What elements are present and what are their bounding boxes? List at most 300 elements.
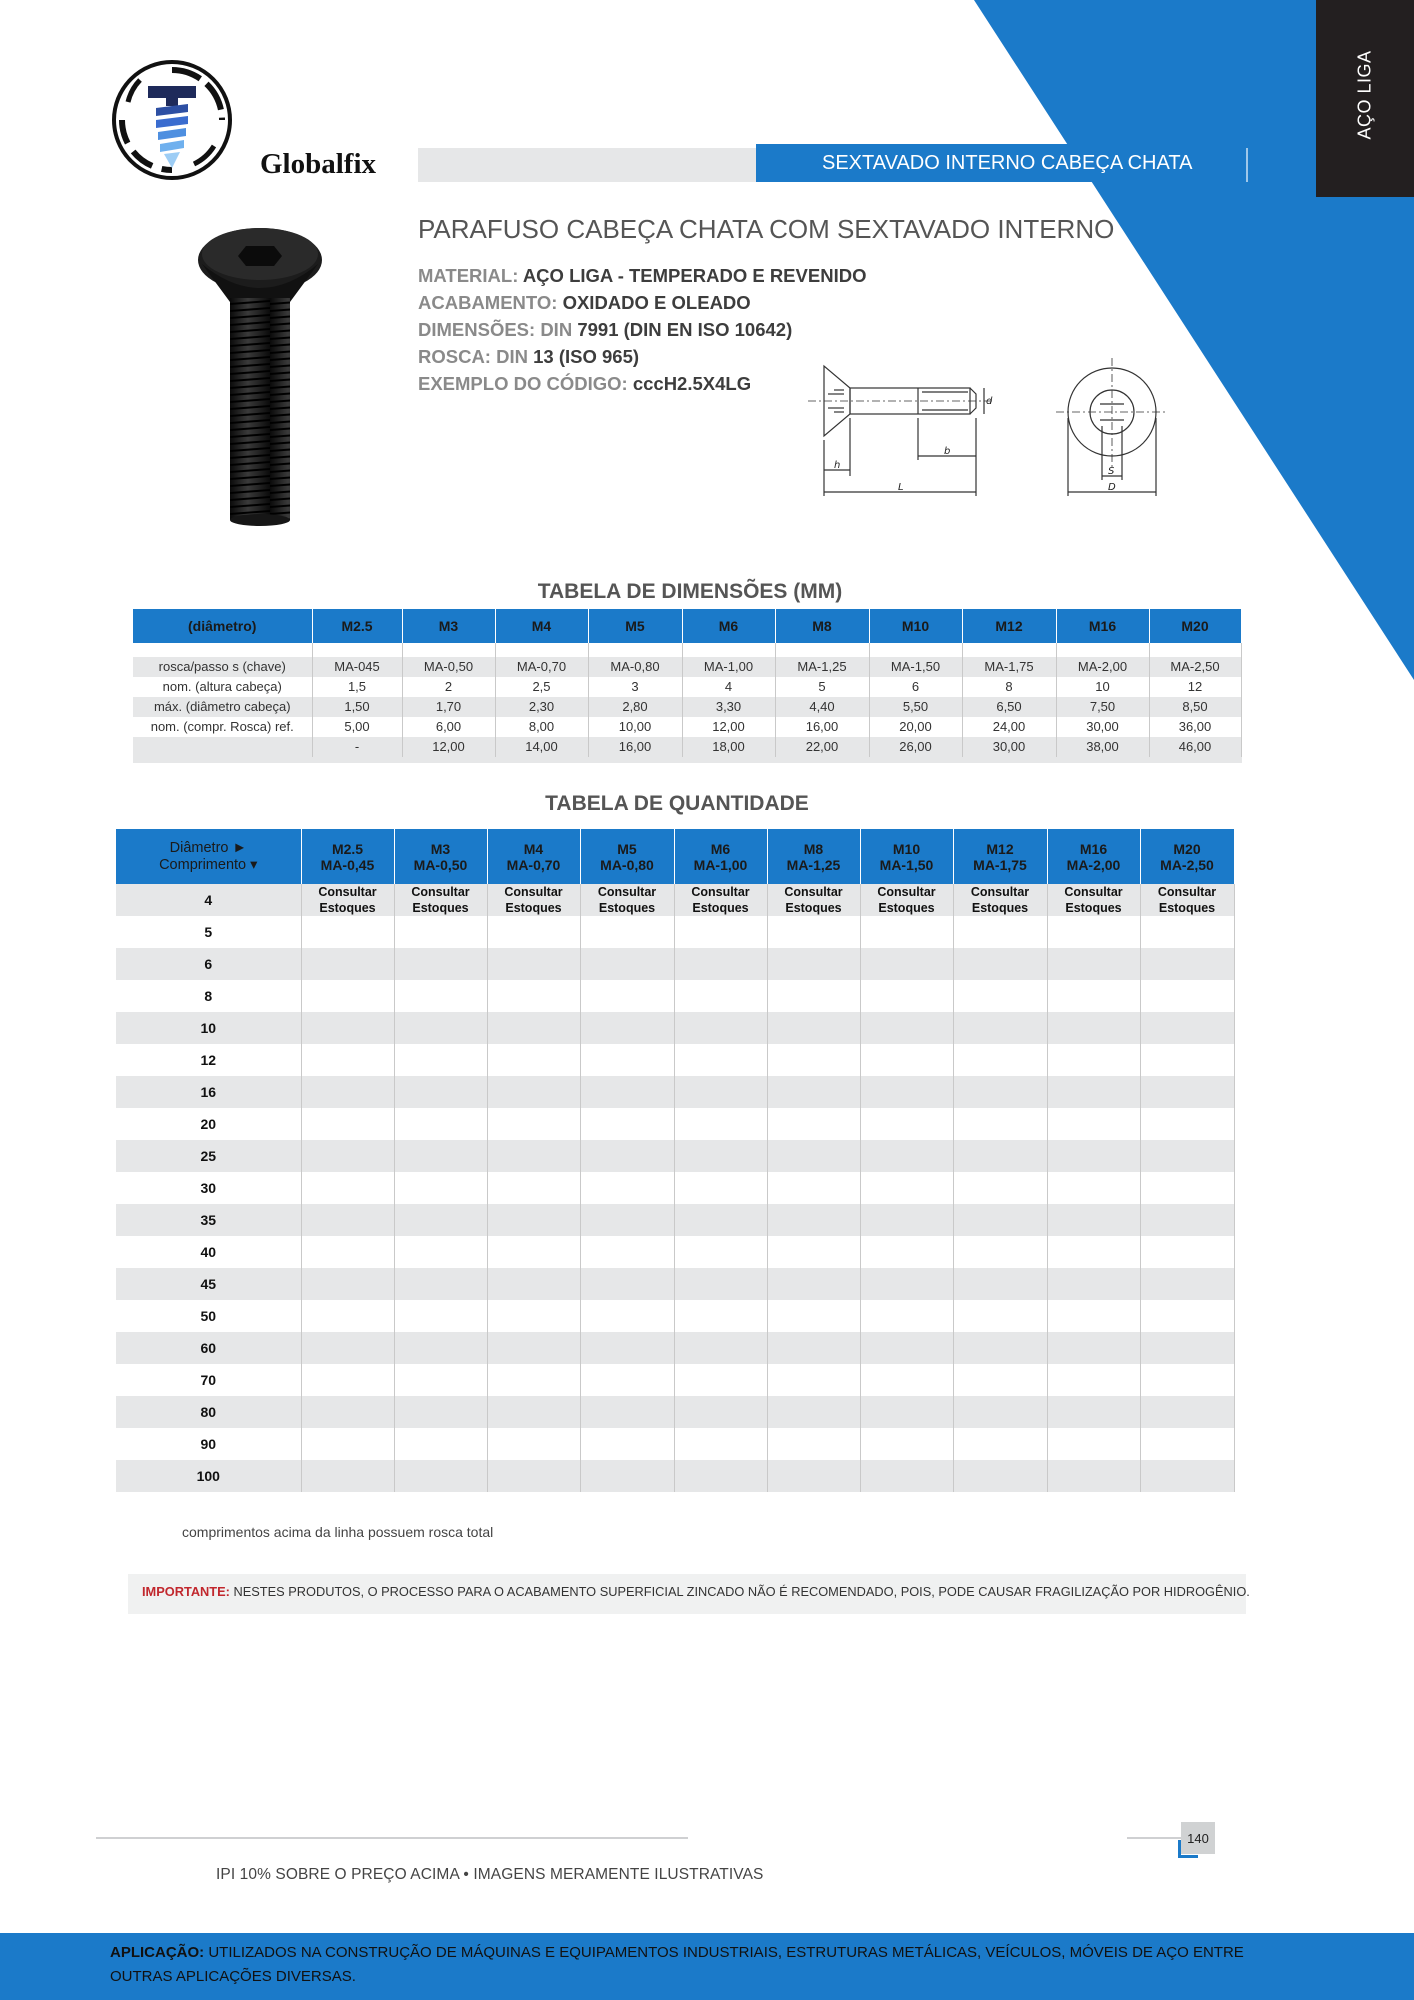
quantity-cell [487,1204,580,1236]
quantity-cell [953,1044,1047,1076]
length-label: 70 [116,1364,301,1396]
quantity-cell [487,1108,580,1140]
dim-cell: MA-2,00 [1056,657,1149,677]
quantity-cell [394,1300,487,1332]
quantity-cell [394,1044,487,1076]
dim-cell: 7,50 [1056,697,1149,717]
quantity-cell [580,1396,674,1428]
dim-cell: 6,00 [402,717,495,737]
column-pitch: MA-0,70 [506,856,561,873]
dim-cell: 6,50 [962,697,1056,717]
spacer-cell [869,643,962,657]
quantity-cell [767,948,860,980]
column-size: M12 [986,840,1014,857]
column-pitch: MA-2,00 [1066,856,1121,873]
spacer-cell [775,643,869,657]
quantity-column-header [1140,829,1234,884]
dim-cell: 8,50 [1149,697,1241,717]
dim-cell: MA-1,25 [775,657,869,677]
stock-cell [767,884,860,916]
quantity-cell [487,1140,580,1172]
dim-header-cell: M12 [962,609,1056,643]
dim-cell: MA-2,50 [1149,657,1241,677]
length-label: 30 [116,1172,301,1204]
spacer-cell [1149,643,1241,657]
stock-cell [953,884,1047,916]
quantity-row [116,1300,1234,1332]
dim-cell: 5 [775,677,869,697]
full-thread-note: comprimentos acima da linha possuem rosca total [182,1524,494,1540]
quantity-row [116,1140,1234,1172]
dim-cell: 4,40 [775,697,869,717]
dimensions-row [133,697,1241,717]
quantity-cell [394,1204,487,1236]
length-label: 60 [116,1332,301,1364]
dim-cell: 1,5 [312,677,402,697]
quantity-cell [674,1236,767,1268]
quantity-cell [580,1044,674,1076]
quantity-header-row [116,829,1234,884]
length-label: 4 [116,884,301,916]
quantity-cell [767,1236,860,1268]
drawing-label-D: D [1108,482,1116,493]
dim-cell: 3,30 [682,697,775,717]
quantity-cell [580,1204,674,1236]
application-bar [0,1933,1414,2000]
quantity-cell [301,948,394,980]
column-pitch: MA-0,80 [600,856,654,873]
quantity-cell [580,1364,674,1396]
column-size: M16 [1079,840,1108,857]
length-label: 35 [116,1204,301,1236]
quantity-cell [1140,1460,1234,1492]
quantity-table-body [116,884,1234,1492]
quantity-row [116,1396,1234,1428]
quantity-cell [580,948,674,980]
dim-cell: 2,30 [495,697,588,717]
quantity-row [116,1076,1234,1108]
quantity-cell [674,1108,767,1140]
quantity-cell [1140,1364,1234,1396]
quantity-cell [580,1236,674,1268]
dim-row-label: nom. (altura cabeça) [133,677,312,697]
spacer-cell [962,643,1056,657]
quantity-cell [953,948,1047,980]
dim-row-label: nom. (compr. Rosca) ref. [133,717,312,737]
dim-cell: 4 [682,677,775,697]
quantity-cell [580,1428,674,1460]
column-pitch: MA-2,50 [1160,856,1214,873]
stock-line-2: Estoques [692,901,749,915]
dim-cell: 10 [1056,677,1149,697]
technical-drawing [806,356,1172,508]
screw-photo [190,222,330,527]
dimensions-row [133,657,1241,677]
quantity-row [116,1364,1234,1396]
quantity-cell [953,1332,1047,1364]
quantity-cell [860,1236,953,1268]
important-text: NESTES PRODUTOS, O PROCESSO PARA O ACABAMENTO SUPERFICIAL ZINCADO NÃO É RECOMENDADO, POIS, PODE CAUSAR FRAGILIZAÇÃO POR HIDROGÊNIO. [229,1584,1250,1599]
dim-row-label: rosca/passo s (chave) [133,657,312,677]
quantity-cell [953,980,1047,1012]
quantity-cell [860,1332,953,1364]
quantity-cell [953,1268,1047,1300]
length-label: 90 [116,1428,301,1460]
column-pitch: MA-0,50 [413,856,468,873]
quantity-cell [1047,1364,1140,1396]
quantity-cell [1140,1396,1234,1428]
quantity-cell [674,1460,767,1492]
quantity-cell [487,980,580,1012]
quantity-cell [953,1364,1047,1396]
quantity-cell [953,1428,1047,1460]
dimensions-header-row [133,609,1241,643]
category-title: SEXTAVADO INTERNO CABEÇA CHATA [822,151,1193,174]
quantity-cell [301,1236,394,1268]
dim-cell: 3 [588,677,682,697]
quantity-cell [1047,1428,1140,1460]
quantity-cell [487,948,580,980]
quantity-cell [301,1172,394,1204]
stock-line-1: Consultar [504,885,563,899]
quantity-cell [1140,948,1234,980]
quantity-cell [1140,1236,1234,1268]
quantity-row [116,1044,1234,1076]
stock-line-2: Estoques [1158,901,1216,915]
quantity-cell [1047,1108,1140,1140]
column-pitch: MA-1,75 [973,856,1027,873]
quantity-table [116,829,1235,1492]
quantity-table-title: TABELA DE QUANTIDADE [545,792,809,815]
dim-cell: 26,00 [869,737,962,760]
quantity-cell [674,1140,767,1172]
quantity-column-header [301,829,394,884]
column-size: M3 [430,840,451,857]
quantity-cell [767,980,860,1012]
quantity-cell [394,916,487,948]
column-size: M5 [617,840,637,857]
quantity-cell [674,1268,767,1300]
dim-cell: 30,00 [1056,717,1149,737]
quantity-cell [1047,1300,1140,1332]
dim-cell: 30,00 [962,737,1056,760]
dim-cell: 2,80 [588,697,682,717]
quantity-cell [301,1460,394,1492]
stock-line-2: Estoques [319,901,376,915]
column-size: M6 [710,840,731,857]
quantity-cell [674,1204,767,1236]
column-pitch: MA-0,45 [320,856,375,873]
spacer-cell [402,643,495,657]
quantity-cell [487,1460,580,1492]
quantity-row [116,1172,1234,1204]
length-label: 5 [116,916,301,948]
spacer-cell [312,643,402,657]
dim-cell: MA-0,80 [588,657,682,677]
quantity-cell [1140,980,1234,1012]
dim-cell: MA-1,50 [869,657,962,677]
quantity-cell [674,980,767,1012]
quantity-cell [674,1300,767,1332]
quantity-cell [1047,1236,1140,1268]
quantity-cell [767,1268,860,1300]
quantity-row [116,916,1234,948]
dim-header-cell: M6 [682,609,775,643]
stock-cell [674,884,767,916]
dim-cell: 6 [869,677,962,697]
quantity-cell [860,980,953,1012]
quantity-cell [1047,1172,1140,1204]
stock-line-1: Consultar [1064,885,1123,899]
quantity-cell [767,1108,860,1140]
length-label: 20 [116,1108,301,1140]
quantity-cell [301,916,394,948]
quantity-cell [767,1300,860,1332]
quantity-row [116,1428,1234,1460]
stock-line-1: Consultar [691,885,750,899]
quantity-cell [860,1044,953,1076]
dim-cell: 12,00 [682,717,775,737]
drawing-label-L: L [898,482,904,493]
quantity-cell [1047,1012,1140,1044]
quantity-corner-header [116,829,301,884]
stock-line-1: Consultar [970,885,1030,899]
dim-cell: 38,00 [1056,737,1149,760]
stock-cell [487,884,580,916]
quantity-cell [580,1172,674,1204]
quantity-column-header [1047,829,1140,884]
quantity-cell [860,948,953,980]
quantity-cell [860,1204,953,1236]
stock-cell [1047,884,1140,916]
quantity-cell [1047,1140,1140,1172]
quantity-cell [674,1012,767,1044]
quantity-column-header [394,829,487,884]
category-side-tab [1316,0,1414,200]
quantity-row [116,1236,1234,1268]
quantity-column-header [580,829,674,884]
quantity-cell [394,1236,487,1268]
quantity-cell [1047,1204,1140,1236]
stock-line-2: Estoques [878,901,935,915]
quantity-cell [860,1012,953,1044]
dim-cell: - [312,737,402,760]
quantity-cell [580,1460,674,1492]
dim-header-cell: M20 [1149,609,1241,643]
column-pitch: MA-1,50 [879,856,934,873]
stock-line-1: Consultar [597,885,657,899]
dim-cell: MA-1,75 [962,657,1056,677]
stock-line-2: Estoques [505,901,562,915]
quantity-cell [487,1236,580,1268]
length-label: 6 [116,948,301,980]
quantity-cell [767,1012,860,1044]
quantity-cell [1047,948,1140,980]
quantity-cell [953,1460,1047,1492]
quantity-column-header [767,829,860,884]
quantity-column-header [860,829,953,884]
side-tab-label: AÇO LIGA [1354,50,1375,140]
dim-cell: 5,50 [869,697,962,717]
quantity-cell [953,1396,1047,1428]
quantity-row [116,948,1234,980]
quantity-cell [394,1076,487,1108]
quantity-cell [394,1460,487,1492]
dim-cell: 2,5 [495,677,588,697]
dim-header-cell: M4 [495,609,588,643]
quantity-cell [1140,1108,1234,1140]
drawing-label-S: S [1108,466,1115,477]
quantity-cell [953,1300,1047,1332]
important-label: IMPORTANTE: [142,1584,230,1599]
quantity-cell [1047,916,1140,948]
quantity-cell [1047,1076,1140,1108]
quantity-cell [767,1172,860,1204]
length-label: 8 [116,980,301,1012]
dim-cell: 8,00 [495,717,588,737]
quantity-cell [674,1396,767,1428]
quantity-column-header [487,829,580,884]
dim-cell: 12,00 [402,737,495,760]
stock-line-2: Estoques [598,901,656,915]
quantity-cell [674,948,767,980]
quantity-cell [767,1460,860,1492]
dim-cell: 1,50 [312,697,402,717]
spacer-cell [495,643,588,657]
quantity-cell [1140,1172,1234,1204]
quantity-cell [580,1140,674,1172]
dim-header-cell: (diâmetro) [133,609,312,643]
quantity-row [116,1332,1234,1364]
quantity-cell [1140,916,1234,948]
quantity-cell [301,980,394,1012]
quantity-cell [301,1108,394,1140]
spacer-cell [588,643,682,657]
corner-diameter-label: Diâmetro ► [169,839,247,856]
quantity-cell [860,1300,953,1332]
quantity-cell [674,1332,767,1364]
quantity-cell [301,1300,394,1332]
quantity-cell [1140,1012,1234,1044]
length-label: 45 [116,1268,301,1300]
stock-cell [580,884,674,916]
dim-row-label: máx. (diâmetro cabeça) [133,697,312,717]
quantity-cell [860,1396,953,1428]
quantity-cell [860,1076,953,1108]
spec-finish: ACABAMENTO: OXIDADO E OLEADO [418,292,751,313]
dim-cell: MA-0,70 [495,657,588,677]
dim-cell: 16,00 [588,737,682,760]
quantity-cell [767,916,860,948]
dimensions-spacer-row [133,643,1241,657]
stock-line-1: Consultar [1157,885,1217,899]
quantity-cell [394,1268,487,1300]
column-size: M8 [803,840,824,857]
quantity-cell [580,1268,674,1300]
dim-row-label [133,737,312,760]
quantity-cell [1140,1332,1234,1364]
drawing-label-d: d [986,396,993,407]
stock-line-2: Estoques [785,901,842,915]
quantity-cell [487,1428,580,1460]
length-label: 10 [116,1012,301,1044]
quantity-cell [674,1428,767,1460]
quantity-row [116,980,1234,1012]
quantity-cell [674,916,767,948]
quantity-row [116,1204,1234,1236]
quantity-cell [301,1204,394,1236]
dim-cell: 14,00 [495,737,588,760]
quantity-cell [674,1364,767,1396]
quantity-cell [487,1044,580,1076]
dim-header-cell: M3 [402,609,495,643]
quantity-cell [487,916,580,948]
spacer-cell [133,643,312,657]
important-notice [128,1574,1250,1614]
quantity-cell [487,1396,580,1428]
quantity-cell [767,1076,860,1108]
stock-cell [860,884,953,916]
quantity-cell [394,980,487,1012]
quantity-cell [1047,1268,1140,1300]
column-size: M2.5 [331,840,364,857]
quantity-cell [487,1300,580,1332]
application-label: APLICAÇÃO: [110,1944,205,1961]
quantity-cell [953,1012,1047,1044]
quantity-cell [1140,1268,1234,1300]
category-bar [756,144,1246,182]
dim-cell: 8 [962,677,1056,697]
quantity-cell [394,1172,487,1204]
quantity-cell [580,1300,674,1332]
quantity-cell [487,1332,580,1364]
footer-divider-left [96,1837,688,1839]
quantity-cell [394,1428,487,1460]
quantity-cell [674,1044,767,1076]
quantity-cell [487,1364,580,1396]
stock-line-1: Consultar [784,885,843,899]
quantity-cell [580,1332,674,1364]
dim-cell: 22,00 [775,737,869,760]
column-pitch: MA-1,00 [693,856,748,873]
quantity-cell [394,1140,487,1172]
dimensions-row [133,677,1241,697]
quantity-cell [953,1204,1047,1236]
quantity-cell [580,1108,674,1140]
column-size: M20 [1173,840,1201,857]
quantity-cell [953,1108,1047,1140]
quantity-cell [580,916,674,948]
category-bar-grey [418,148,758,182]
quantity-cell [301,1428,394,1460]
spec-material: MATERIAL: AÇO LIGA - TEMPERADO E REVENIDO [418,265,867,286]
quantity-cell [580,980,674,1012]
dim-cell: 20,00 [869,717,962,737]
length-label: 50 [116,1300,301,1332]
length-label: 12 [116,1044,301,1076]
footer-tax-note: IPI 10% SOBRE O PREÇO ACIMA • IMAGENS MERAMENTE ILUSTRATIVAS [216,1866,764,1883]
quantity-cell [487,1172,580,1204]
quantity-cell [1140,1044,1234,1076]
quantity-cell [1047,1044,1140,1076]
quantity-cell [767,1140,860,1172]
column-pitch: MA-1,25 [786,856,841,873]
quantity-cell [953,1140,1047,1172]
quantity-cell [1047,980,1140,1012]
drawing-label-b: b [944,446,951,457]
quantity-cell [860,1172,953,1204]
column-size: M4 [523,840,544,857]
